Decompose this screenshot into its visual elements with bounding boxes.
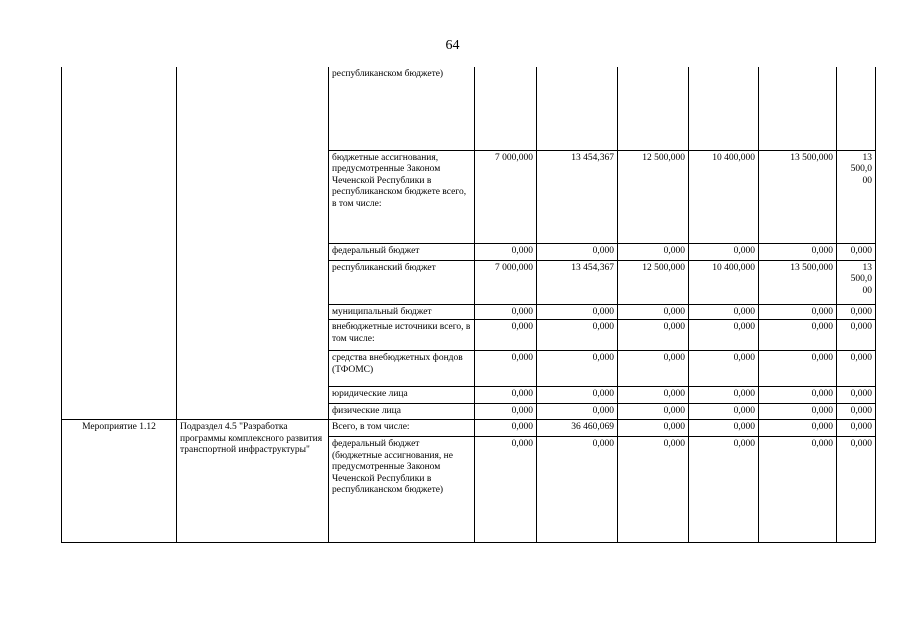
- source-label: физические лица: [329, 404, 475, 420]
- value-cell: 0,000: [475, 320, 537, 351]
- value-cell: 0,000: [689, 351, 759, 387]
- budget-table: [61, 67, 876, 543]
- value-cell: 0,000: [618, 304, 689, 320]
- table-row: [62, 67, 876, 150]
- page-number: 64: [445, 38, 460, 53]
- value-cell: 0,000: [689, 404, 759, 420]
- value-cell: 0,000: [759, 304, 837, 320]
- source-label: муниципальный бюджет: [329, 304, 475, 320]
- table-body: [62, 67, 876, 543]
- value-cell: 0,000: [837, 243, 876, 260]
- value-cell: 0,000: [759, 351, 837, 387]
- value-cell: 0,000: [475, 387, 537, 404]
- value-cell: 0,000: [837, 351, 876, 387]
- value-cell: 13 454,367: [537, 150, 618, 243]
- value-cell: 12 500,000: [618, 260, 689, 304]
- value-cell: 0,000: [759, 437, 837, 543]
- value-cell: 0,000: [837, 304, 876, 320]
- value-cell: 13 500,0 00: [837, 260, 876, 304]
- value-cell: 0,000: [837, 420, 876, 437]
- value-cell: [475, 67, 537, 150]
- value-cell: 0,000: [537, 437, 618, 543]
- value-cell: 13 500,000: [759, 150, 837, 243]
- value-cell: [537, 67, 618, 150]
- value-cell: 0,000: [537, 351, 618, 387]
- value-cell: 0,000: [759, 404, 837, 420]
- value-cell: 0,000: [689, 243, 759, 260]
- source-label: юридические лица: [329, 387, 475, 404]
- value-cell: 10 400,000: [689, 150, 759, 243]
- source-label: федеральный бюджет: [329, 243, 475, 260]
- value-cell: [837, 67, 876, 150]
- value-cell: 0,000: [475, 351, 537, 387]
- value-cell: 0,000: [759, 243, 837, 260]
- value-cell: 7 000,000: [475, 260, 537, 304]
- value-cell: 0,000: [475, 437, 537, 543]
- measure-description: Подраздел 4.5 "Разработка программы комплексного развития транспортной инфраструктуры": [177, 420, 329, 543]
- value-cell: 0,000: [618, 320, 689, 351]
- value-cell: 0,000: [689, 387, 759, 404]
- source-label: средства внебюджетных фондов (ТФОМС): [329, 351, 475, 387]
- value-cell: 0,000: [537, 304, 618, 320]
- value-cell: 0,000: [759, 420, 837, 437]
- value-cell: [689, 67, 759, 150]
- measure-cell-empty: [62, 67, 177, 420]
- value-cell: 0,000: [618, 351, 689, 387]
- value-cell: 0,000: [618, 437, 689, 543]
- value-cell: 0,000: [537, 387, 618, 404]
- value-cell: 0,000: [759, 320, 837, 351]
- value-cell: 0,000: [475, 404, 537, 420]
- value-cell: 7 000,000: [475, 150, 537, 243]
- value-cell: 0,000: [689, 320, 759, 351]
- value-cell: 0,000: [837, 387, 876, 404]
- value-cell: 0,000: [537, 243, 618, 260]
- value-cell: 0,000: [759, 387, 837, 404]
- value-cell: 10 400,000: [689, 260, 759, 304]
- value-cell: 0,000: [618, 404, 689, 420]
- measure-title: Мероприятие 1.12: [62, 420, 177, 543]
- value-cell: 0,000: [475, 304, 537, 320]
- source-label: внебюджетные источники всего, в том числе:: [329, 320, 475, 351]
- source-label: бюджетные ассигнования, предусмотренные Законом Чеченской Республики в республиканском бюджете всего, в том числе:: [329, 150, 475, 243]
- source-label: Всего, в том числе:: [329, 420, 475, 437]
- source-label: республиканском бюджете): [329, 67, 475, 150]
- value-cell: 13 454,367: [537, 260, 618, 304]
- source-label: республиканский бюджет: [329, 260, 475, 304]
- value-cell: 0,000: [689, 304, 759, 320]
- value-cell: 36 460,069: [537, 420, 618, 437]
- value-cell: 13 500,000: [759, 260, 837, 304]
- value-cell: 0,000: [689, 420, 759, 437]
- value-cell: [618, 67, 689, 150]
- value-cell: 0,000: [837, 320, 876, 351]
- value-cell: 0,000: [537, 320, 618, 351]
- value-cell: 12 500,000: [618, 150, 689, 243]
- value-cell: 0,000: [837, 404, 876, 420]
- value-cell: 0,000: [689, 437, 759, 543]
- value-cell: 0,000: [618, 387, 689, 404]
- value-cell: 0,000: [475, 420, 537, 437]
- value-cell: 0,000: [618, 420, 689, 437]
- table-row: [62, 420, 876, 437]
- value-cell: 13 500,0 00: [837, 150, 876, 243]
- description-cell-empty: [177, 67, 329, 420]
- value-cell: 0,000: [475, 243, 537, 260]
- value-cell: [759, 67, 837, 150]
- value-cell: 0,000: [837, 437, 876, 543]
- source-label: федеральный бюджет (бюджетные ассигнования, не предусмотренные Законом Чеченской Республики в республиканском бюджете): [329, 437, 475, 543]
- value-cell: 0,000: [618, 243, 689, 260]
- value-cell: 0,000: [537, 404, 618, 420]
